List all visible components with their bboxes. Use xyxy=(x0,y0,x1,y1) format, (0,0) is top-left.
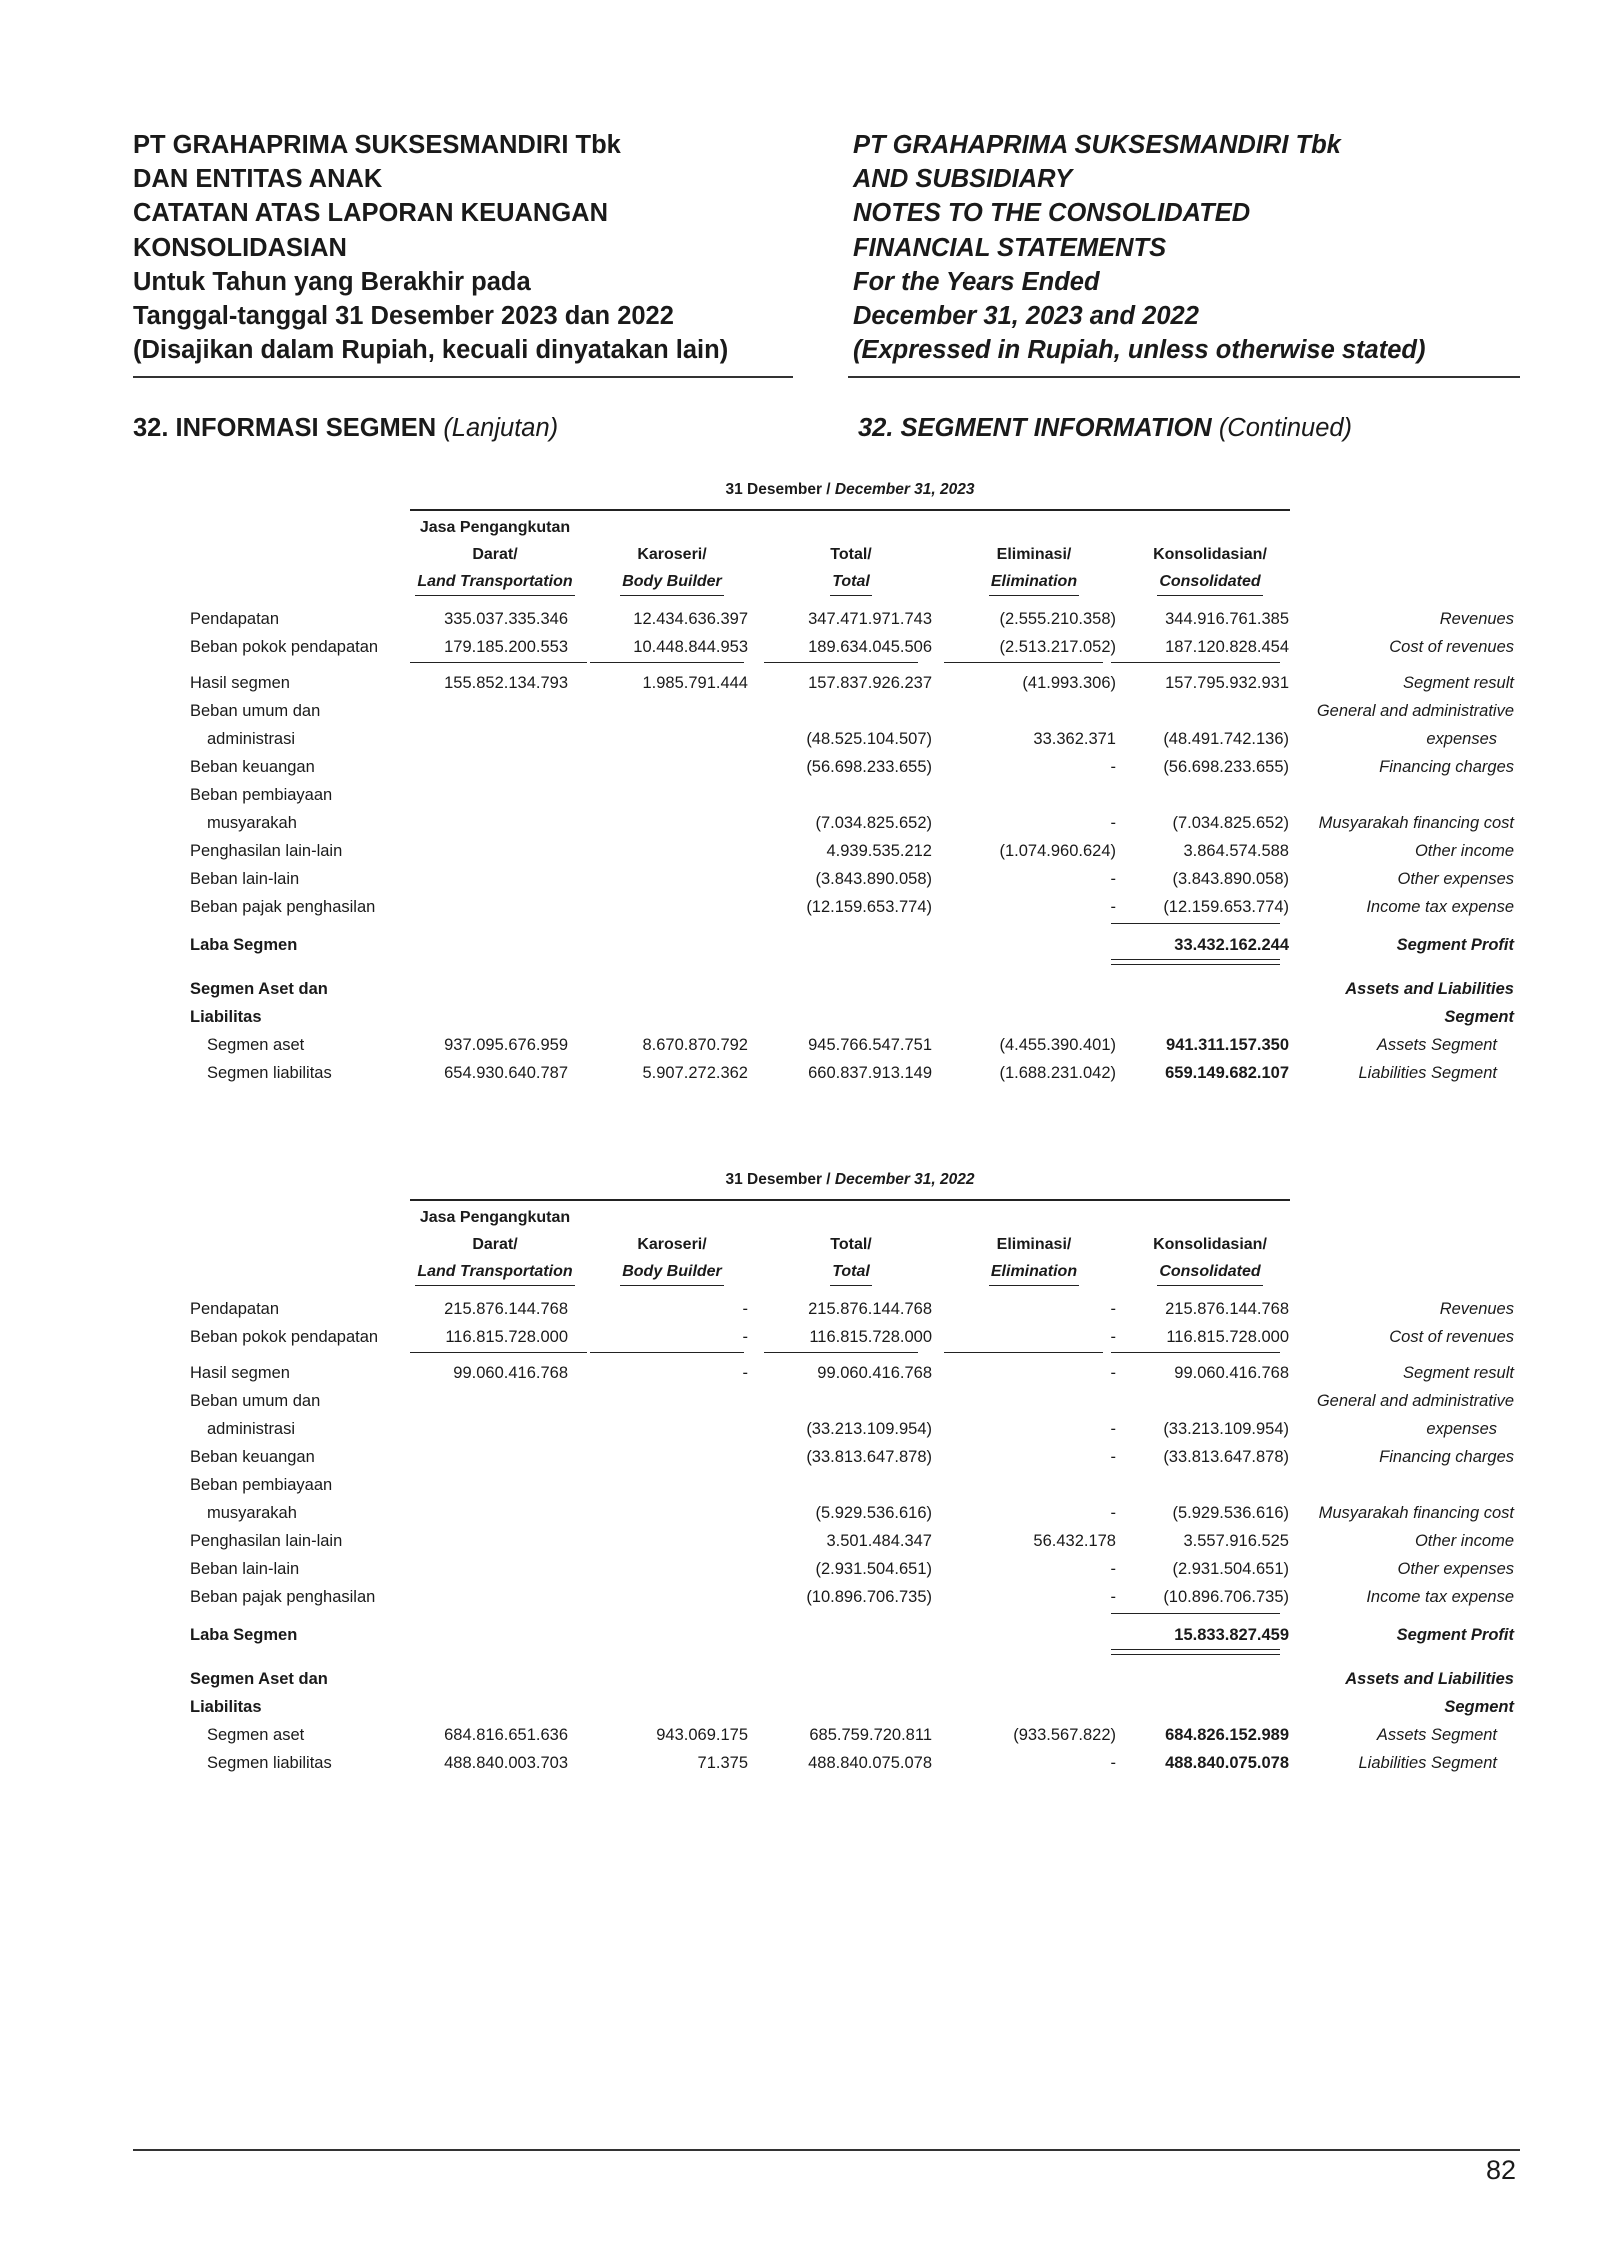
cell-value: (12.159.653.774) xyxy=(806,898,932,916)
date-heading-en: December 31, 2022 xyxy=(834,1171,975,1188)
cell-value: 344.916.761.385 xyxy=(1165,610,1289,628)
table-row xyxy=(0,1749,1600,1777)
cell-value: 56.432.178 xyxy=(1033,1532,1116,1550)
row-label-en: Revenues xyxy=(1439,610,1514,628)
column-header-id: Karoseri/ xyxy=(637,546,707,563)
cell-value: 684.826.152.989 xyxy=(1165,1726,1289,1744)
cell-value: 684.816.651.636 xyxy=(444,1726,568,1744)
cell-value: 1.985.791.444 xyxy=(642,674,748,692)
cell-value: 215.876.144.768 xyxy=(1165,1300,1289,1318)
row-label-en: Financing charges xyxy=(1379,1448,1514,1466)
column-header-en: Total xyxy=(830,1258,872,1286)
column-header xyxy=(602,541,742,596)
row-label-id: Beban keuangan xyxy=(190,758,315,776)
column-header xyxy=(602,1231,742,1286)
cell-value: (10.896.706.735) xyxy=(806,1588,932,1606)
cell-value: (41.993.306) xyxy=(1022,674,1116,692)
row-label-id: musyarakah xyxy=(207,1504,297,1522)
header-divider-right xyxy=(848,376,1520,378)
cell-value: 3.864.574.588 xyxy=(1183,842,1289,860)
table-row xyxy=(0,1059,1600,1087)
cell-value: 654.930.640.787 xyxy=(444,1064,568,1082)
table-row xyxy=(0,1031,1600,1059)
row-label-en: General and administrative xyxy=(1316,702,1514,720)
cell-value: - xyxy=(1110,1420,1116,1438)
table-row xyxy=(0,1527,1600,1555)
column-header-en: Land Transportation xyxy=(415,568,574,596)
row-label-en: Other income xyxy=(1414,1532,1514,1550)
cell-value: - xyxy=(1110,1504,1116,1522)
cell-value: 488.840.075.078 xyxy=(1165,1754,1289,1772)
subtotal-rule xyxy=(590,662,744,663)
table-row xyxy=(0,633,1600,661)
row-label-en: Musyarakah financing cost xyxy=(1318,814,1514,832)
section-title-main: 32. INFORMASI SEGMEN xyxy=(133,414,437,442)
table-row xyxy=(0,1693,1600,1721)
cell-value: (933.567.822) xyxy=(1013,1726,1116,1744)
row-label-id: Beban umum dan xyxy=(190,1392,321,1410)
cell-value: - xyxy=(742,1300,748,1318)
table-row xyxy=(0,1415,1600,1443)
header-line: NOTES TO THE CONSOLIDATED xyxy=(853,199,1251,228)
cell-value: - xyxy=(1110,870,1116,888)
cell-value: - xyxy=(1110,1754,1116,1772)
header-line: DAN ENTITAS ANAK xyxy=(133,165,383,194)
column-header-en: Elimination xyxy=(989,568,1079,596)
column-header-id: Total/ xyxy=(830,1236,872,1253)
subtotal-rule xyxy=(410,662,587,663)
header-line: CATATAN ATAS LAPORAN KEUANGAN xyxy=(133,199,609,228)
table-row xyxy=(0,1443,1600,1471)
row-label-id: Beban pembiayaan xyxy=(190,786,333,804)
date-heading-rule xyxy=(410,509,1290,511)
cell-value: 33.362.371 xyxy=(1033,730,1116,748)
column-header xyxy=(405,1204,585,1286)
date-heading-en: December 31, 2023 xyxy=(834,481,975,498)
column-header xyxy=(405,514,585,596)
table-row xyxy=(0,1003,1600,1031)
header-line: Untuk Tahun yang Berakhir pada xyxy=(133,267,531,296)
cell-value: 488.840.003.703 xyxy=(444,1754,568,1772)
row-label-en: Liabilities Segment xyxy=(1358,1064,1497,1082)
cell-value: 3.557.916.525 xyxy=(1183,1532,1289,1550)
row-label-id: Pendapatan xyxy=(190,1300,280,1318)
cell-value: 12.434.636.397 xyxy=(633,610,748,628)
row-label-en: Segment Profit xyxy=(1396,1626,1514,1644)
row-label-id: Liabilitas xyxy=(190,1698,262,1716)
date-heading-rule xyxy=(410,1199,1290,1201)
section-title-sub: (Continued) xyxy=(1218,414,1353,442)
column-header-id: Konsolidasian/ xyxy=(1153,546,1267,563)
subtotal-rule xyxy=(944,662,1103,663)
subtotal-rule xyxy=(1111,923,1280,924)
row-label-en: expenses xyxy=(1426,1420,1497,1438)
footer-divider xyxy=(133,2149,1520,2151)
cell-value: - xyxy=(1110,898,1116,916)
table-row xyxy=(0,893,1600,921)
section-title-left xyxy=(133,414,558,443)
table-row xyxy=(0,781,1600,809)
row-label-en: Assets and Liabilities xyxy=(1345,1670,1514,1688)
cell-value: 215.876.144.768 xyxy=(444,1300,568,1318)
row-label-en: Segment result xyxy=(1403,674,1514,692)
column-header-en: Elimination xyxy=(989,1258,1079,1286)
header-line: For the Years Ended xyxy=(853,267,1100,296)
subtotal-rule xyxy=(1111,1352,1280,1353)
column-header xyxy=(1130,541,1290,596)
header-line: (Expressed in Rupiah, unless otherwise stated) xyxy=(853,336,1426,365)
row-label-en: Segment xyxy=(1444,1008,1514,1026)
cell-value: (33.213.109.954) xyxy=(806,1420,932,1438)
subtotal-rule xyxy=(764,662,918,663)
row-label-id: Laba Segmen xyxy=(190,936,298,954)
header-line: December 31, 2023 and 2022 xyxy=(853,302,1199,331)
row-label-en: General and administrative xyxy=(1316,1392,1514,1410)
cell-value: - xyxy=(742,1364,748,1382)
row-label-en: Revenues xyxy=(1439,1300,1514,1318)
column-header xyxy=(776,1231,926,1286)
cell-value: - xyxy=(1110,1448,1116,1466)
row-label-id: Penghasilan lain-lain xyxy=(190,842,343,860)
column-header-en: Body Builder xyxy=(620,1258,724,1286)
cell-value: (10.896.706.735) xyxy=(1163,1588,1289,1606)
cell-value: 187.120.828.454 xyxy=(1165,638,1289,656)
row-label-id: Segmen aset xyxy=(207,1726,305,1744)
row-label-en: Segment xyxy=(1444,1698,1514,1716)
cell-value: 945.766.547.751 xyxy=(808,1036,932,1054)
table-row xyxy=(0,837,1600,865)
column-header xyxy=(959,541,1109,596)
cell-value: (5.929.536.616) xyxy=(1172,1504,1289,1522)
column-header-id: Konsolidasian/ xyxy=(1153,1236,1267,1253)
cell-value: - xyxy=(1110,1328,1116,1346)
section-title-main: 32. SEGMENT INFORMATION xyxy=(858,414,1212,442)
column-header-en: Body Builder xyxy=(620,568,724,596)
header-right xyxy=(853,128,1513,367)
cell-value: 157.795.932.931 xyxy=(1165,674,1289,692)
cell-value: 660.837.913.149 xyxy=(808,1064,932,1082)
total-double-rule xyxy=(1111,1649,1280,1655)
subtotal-rule xyxy=(590,1352,744,1353)
header-line: PT GRAHAPRIMA SUKSESMANDIRI Tbk xyxy=(853,131,1341,159)
table-row xyxy=(0,753,1600,781)
cell-value: 347.471.971.743 xyxy=(808,610,932,628)
table-row xyxy=(0,809,1600,837)
table-row xyxy=(0,975,1600,1003)
cell-value: (2.513.217.052) xyxy=(999,638,1116,656)
table-row xyxy=(0,865,1600,893)
header-line: PT GRAHAPRIMA SUKSESMANDIRI Tbk xyxy=(133,131,621,159)
page-number: 82 xyxy=(1485,2155,1516,2185)
table-row xyxy=(0,669,1600,697)
cell-value: (48.491.742.136) xyxy=(1163,730,1289,748)
subtotal-rule xyxy=(410,1352,587,1353)
table-row xyxy=(0,1359,1600,1387)
row-label-en: Segment result xyxy=(1403,1364,1514,1382)
row-label-en: Assets Segment xyxy=(1376,1726,1497,1744)
table-row xyxy=(0,1471,1600,1499)
cell-value: - xyxy=(1110,758,1116,776)
row-label-id: administrasi xyxy=(207,730,296,748)
row-label-en: Other income xyxy=(1414,842,1514,860)
table-row xyxy=(0,1665,1600,1693)
section-title-sub: (Lanjutan) xyxy=(443,414,559,442)
table-row xyxy=(0,1387,1600,1415)
row-label-en: Other expenses xyxy=(1397,1560,1514,1578)
row-label-en: Cost of revenues xyxy=(1389,638,1514,656)
row-label-id: musyarakah xyxy=(207,814,297,832)
row-label-en: Cost of revenues xyxy=(1389,1328,1514,1346)
row-label-en: Liabilities Segment xyxy=(1358,1754,1497,1772)
row-label-en: Financing charges xyxy=(1379,758,1514,776)
row-label-id: Beban keuangan xyxy=(190,1448,315,1466)
column-header-id: Jasa Pengangkutan xyxy=(419,519,571,536)
row-label-id: Beban pajak penghasilan xyxy=(190,898,376,916)
row-label-en: Other expenses xyxy=(1397,870,1514,888)
column-header-en: Consolidated xyxy=(1157,568,1262,596)
subtotal-rule xyxy=(1111,1613,1280,1614)
cell-value: 157.837.926.237 xyxy=(808,674,932,692)
section-title-right xyxy=(858,414,1352,443)
table-row xyxy=(0,1499,1600,1527)
cell-value: - xyxy=(1110,1560,1116,1578)
cell-value: (48.525.104.507) xyxy=(806,730,932,748)
row-label-id: Liabilitas xyxy=(190,1008,262,1026)
cell-value: - xyxy=(1110,1588,1116,1606)
cell-value: 99.060.416.768 xyxy=(453,1364,568,1382)
header-line: (Disajikan dalam Rupiah, kecuali dinyatakan lain) xyxy=(133,336,729,365)
table-row xyxy=(0,1555,1600,1583)
row-label-id: Beban pokok pendapatan xyxy=(190,1328,379,1346)
cell-value: - xyxy=(1110,1300,1116,1318)
subtotal-rule xyxy=(944,1352,1103,1353)
cell-value: 15.833.827.459 xyxy=(1174,1626,1289,1644)
column-header xyxy=(959,1231,1109,1286)
cell-value: 941.311.157.350 xyxy=(1166,1036,1289,1054)
cell-value: (33.813.647.878) xyxy=(1163,1448,1289,1466)
header-line: FINANCIAL STATEMENTS xyxy=(853,233,1167,262)
column-header-id: Total/ xyxy=(830,546,872,563)
cell-value: 937.095.676.959 xyxy=(444,1036,568,1054)
cell-value: 215.876.144.768 xyxy=(808,1300,932,1318)
row-label-id: Beban lain-lain xyxy=(190,1560,300,1578)
column-header-id: Eliminasi/ xyxy=(996,1236,1072,1253)
row-label-id: Segmen Aset dan xyxy=(190,980,328,998)
column-header-id: Jasa Pengangkutan xyxy=(419,1209,571,1226)
cell-value: 99.060.416.768 xyxy=(1174,1364,1289,1382)
date-heading-id: 31 Desember / xyxy=(725,1171,831,1188)
subtotal-rule xyxy=(1111,662,1280,663)
row-label-id: Beban pajak penghasilan xyxy=(190,1588,376,1606)
row-label-id: Laba Segmen xyxy=(190,1626,298,1644)
cell-value: - xyxy=(1110,814,1116,832)
table-row xyxy=(0,1583,1600,1611)
row-label-en: expenses xyxy=(1426,730,1497,748)
cell-value: 33.432.162.244 xyxy=(1174,936,1289,954)
cell-value: 116.815.728.000 xyxy=(1166,1328,1289,1346)
cell-value: 943.069.175 xyxy=(656,1726,748,1744)
cell-value: (5.929.536.616) xyxy=(815,1504,932,1522)
cell-value: (2.931.504.651) xyxy=(815,1560,932,1578)
cell-value: (4.455.390.401) xyxy=(999,1036,1116,1054)
header-line: Tanggal-tanggal 31 Desember 2023 dan 2022 xyxy=(133,302,674,331)
column-header-id: Darat/ xyxy=(472,546,518,563)
column-header-id: Darat/ xyxy=(472,1236,518,1253)
row-label-en: Assets and Liabilities xyxy=(1345,980,1514,998)
row-label-id: Penghasilan lain-lain xyxy=(190,1532,343,1550)
cell-value: (7.034.825.652) xyxy=(1172,814,1289,832)
cell-value: 4.939.535.212 xyxy=(826,842,932,860)
table-row xyxy=(0,1621,1600,1649)
cell-value: (56.698.233.655) xyxy=(806,758,932,776)
table-row xyxy=(0,931,1600,959)
row-label-id: Pendapatan xyxy=(190,610,280,628)
table-row xyxy=(0,1323,1600,1351)
cell-value: (12.159.653.774) xyxy=(1163,898,1289,916)
cell-value: 10.448.844.953 xyxy=(633,638,748,656)
row-label-id: Segmen Aset dan xyxy=(190,1670,328,1688)
row-label-id: Beban pokok pendapatan xyxy=(190,638,379,656)
row-label-id: Beban lain-lain xyxy=(190,870,300,888)
cell-value: (1.688.231.042) xyxy=(999,1064,1116,1082)
row-label-id: Beban pembiayaan xyxy=(190,1476,333,1494)
cell-value: 116.815.728.000 xyxy=(445,1328,568,1346)
row-label-id: Segmen liabilitas xyxy=(207,1064,332,1082)
column-header xyxy=(1130,1231,1290,1286)
table-row xyxy=(0,1295,1600,1323)
row-label-id: administrasi xyxy=(207,1420,296,1438)
total-double-rule xyxy=(1111,959,1280,965)
cell-value: 685.759.720.811 xyxy=(809,1726,932,1744)
subtotal-rule xyxy=(764,1352,918,1353)
column-header-id: Karoseri/ xyxy=(637,1236,707,1253)
row-label-id: Segmen liabilitas xyxy=(207,1754,332,1772)
cell-value: 488.840.075.078 xyxy=(808,1754,932,1772)
row-label-en: Income tax expense xyxy=(1366,898,1514,916)
cell-value: (3.843.890.058) xyxy=(1172,870,1289,888)
cell-value: (33.813.647.878) xyxy=(806,1448,932,1466)
cell-value: - xyxy=(742,1328,748,1346)
table-row xyxy=(0,725,1600,753)
row-label-id: Segmen aset xyxy=(207,1036,305,1054)
cell-value: (56.698.233.655) xyxy=(1163,758,1289,776)
column-header-en: Total xyxy=(830,568,872,596)
cell-value: (2.931.504.651) xyxy=(1172,1560,1289,1578)
row-label-id: Hasil segmen xyxy=(190,674,290,692)
cell-value: (33.213.109.954) xyxy=(1163,1420,1289,1438)
cell-value: 659.149.682.107 xyxy=(1165,1064,1289,1082)
cell-value: 179.185.200.553 xyxy=(444,638,568,656)
cell-value: 3.501.484.347 xyxy=(826,1532,932,1550)
column-header-id: Eliminasi/ xyxy=(996,546,1072,563)
cell-value: 8.670.870.792 xyxy=(642,1036,748,1054)
column-header-en: Land Transportation xyxy=(415,1258,574,1286)
cell-value: (3.843.890.058) xyxy=(815,870,932,888)
row-label-en: Assets Segment xyxy=(1376,1036,1497,1054)
table-row xyxy=(0,697,1600,725)
cell-value: 99.060.416.768 xyxy=(817,1364,932,1382)
cell-value: - xyxy=(1110,1364,1116,1382)
row-label-id: Hasil segmen xyxy=(190,1364,290,1382)
header-line: KONSOLIDASIAN xyxy=(133,233,347,262)
date-heading-id: 31 Desember / xyxy=(725,481,831,498)
header-left xyxy=(133,128,793,367)
cell-value: (1.074.960.624) xyxy=(999,842,1116,860)
table-row xyxy=(0,1721,1600,1749)
table-row xyxy=(0,605,1600,633)
cell-value: (7.034.825.652) xyxy=(815,814,932,832)
row-label-id: Beban umum dan xyxy=(190,702,321,720)
header-line: AND SUBSIDIARY xyxy=(853,165,1073,194)
cell-value: (2.555.210.358) xyxy=(999,610,1116,628)
row-label-en: Income tax expense xyxy=(1366,1588,1514,1606)
cell-value: 155.852.134.793 xyxy=(444,674,568,692)
column-header-en: Consolidated xyxy=(1157,1258,1262,1286)
cell-value: 189.634.045.506 xyxy=(808,638,932,656)
header-divider-left xyxy=(133,376,793,378)
row-label-en: Segment Profit xyxy=(1396,936,1514,954)
cell-value: 5.907.272.362 xyxy=(642,1064,748,1082)
cell-value: 335.037.335.346 xyxy=(444,610,568,628)
cell-value: 71.375 xyxy=(697,1754,748,1772)
row-label-en: Musyarakah financing cost xyxy=(1318,1504,1514,1522)
table-date-heading xyxy=(410,1171,1290,1189)
column-header xyxy=(776,541,926,596)
cell-value: 116.815.728.000 xyxy=(809,1328,932,1346)
table-date-heading xyxy=(410,481,1290,499)
